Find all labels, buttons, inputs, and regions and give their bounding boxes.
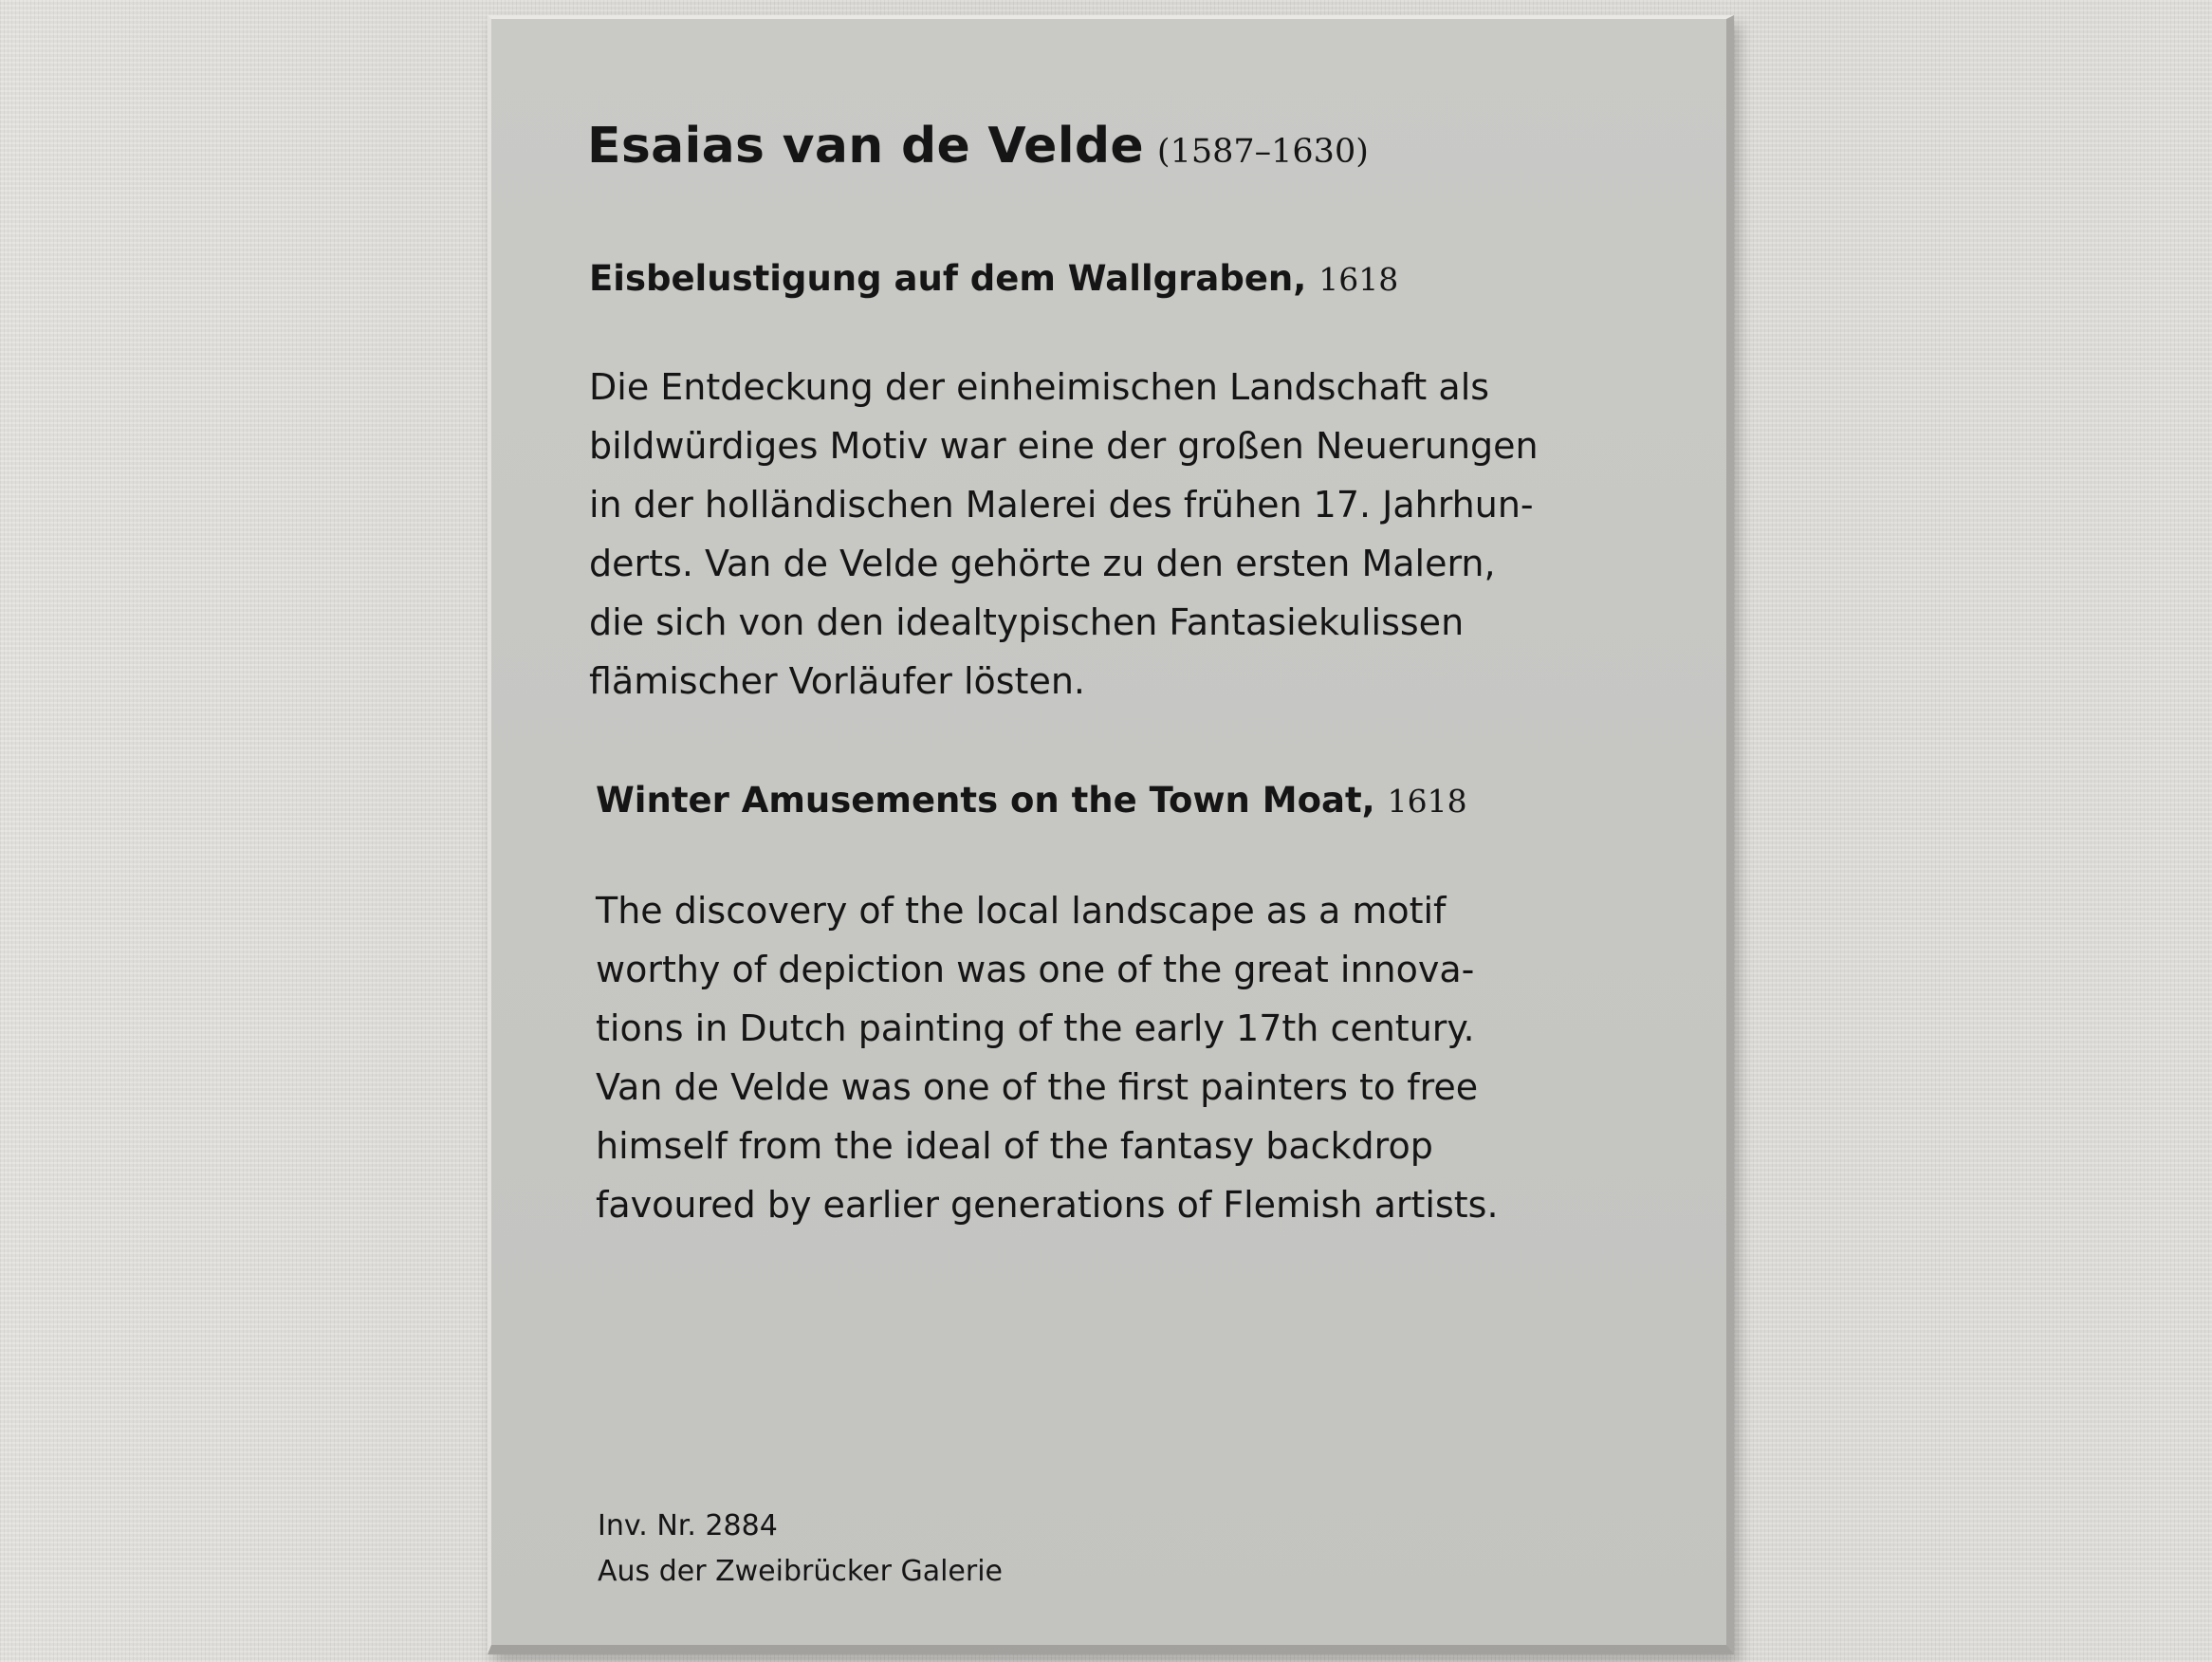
artwork-title-english (596, 780, 1467, 821)
description-english (596, 881, 1499, 1234)
artwork-year-english: 1618 (1387, 783, 1467, 820)
artist-dates: (1587–1630) (1156, 133, 1369, 171)
description-line: worthy of depiction was one of the great innova- (596, 949, 1475, 990)
description-german (589, 358, 1539, 711)
provenance-note: Aus der Zweibrücker Galerie (598, 1555, 1004, 1588)
description-line: flämischer Vorläufer lösten. (589, 660, 1086, 702)
placard-footer (598, 1504, 1003, 1595)
title-text-german: Eisbelustigung auf dem Wallgraben, (589, 258, 1307, 299)
description-line: derts. Van de Velde gehörte zu den ersten Malern, (589, 543, 1496, 584)
description-line: tions in Dutch painting of the early 17th century. (596, 1007, 1475, 1049)
description-line: bildwürdiges Motiv war eine der großen Neuerungen (589, 425, 1539, 467)
artist-name: Esaias van de Velde (587, 118, 1144, 175)
artist-heading (587, 118, 1369, 175)
description-line: favoured by earlier generations of Flemish artists. (596, 1184, 1499, 1226)
artwork-title-german (589, 258, 1398, 299)
artwork-year-german: 1618 (1318, 261, 1399, 298)
description-line: The discovery of the local landscape as a motif (596, 890, 1447, 932)
description-line: Die Entdeckung der einheimischen Landschaft als (589, 366, 1490, 408)
title-text-english: Winter Amusements on the Town Moat, (596, 780, 1375, 821)
description-line: Van de Velde was one of the first painters to free (596, 1066, 1479, 1108)
description-line: in der holländischen Malerei des frühen 17. Jahrhun- (589, 484, 1534, 526)
description-line: die sich von den idealtypischen Fantasiekulissen (589, 601, 1465, 643)
description-line: himself from the ideal of the fantasy backdrop (596, 1125, 1433, 1167)
inventory-number: Inv. Nr. 2884 (598, 1509, 778, 1542)
museum-label-placard (488, 15, 1734, 1654)
